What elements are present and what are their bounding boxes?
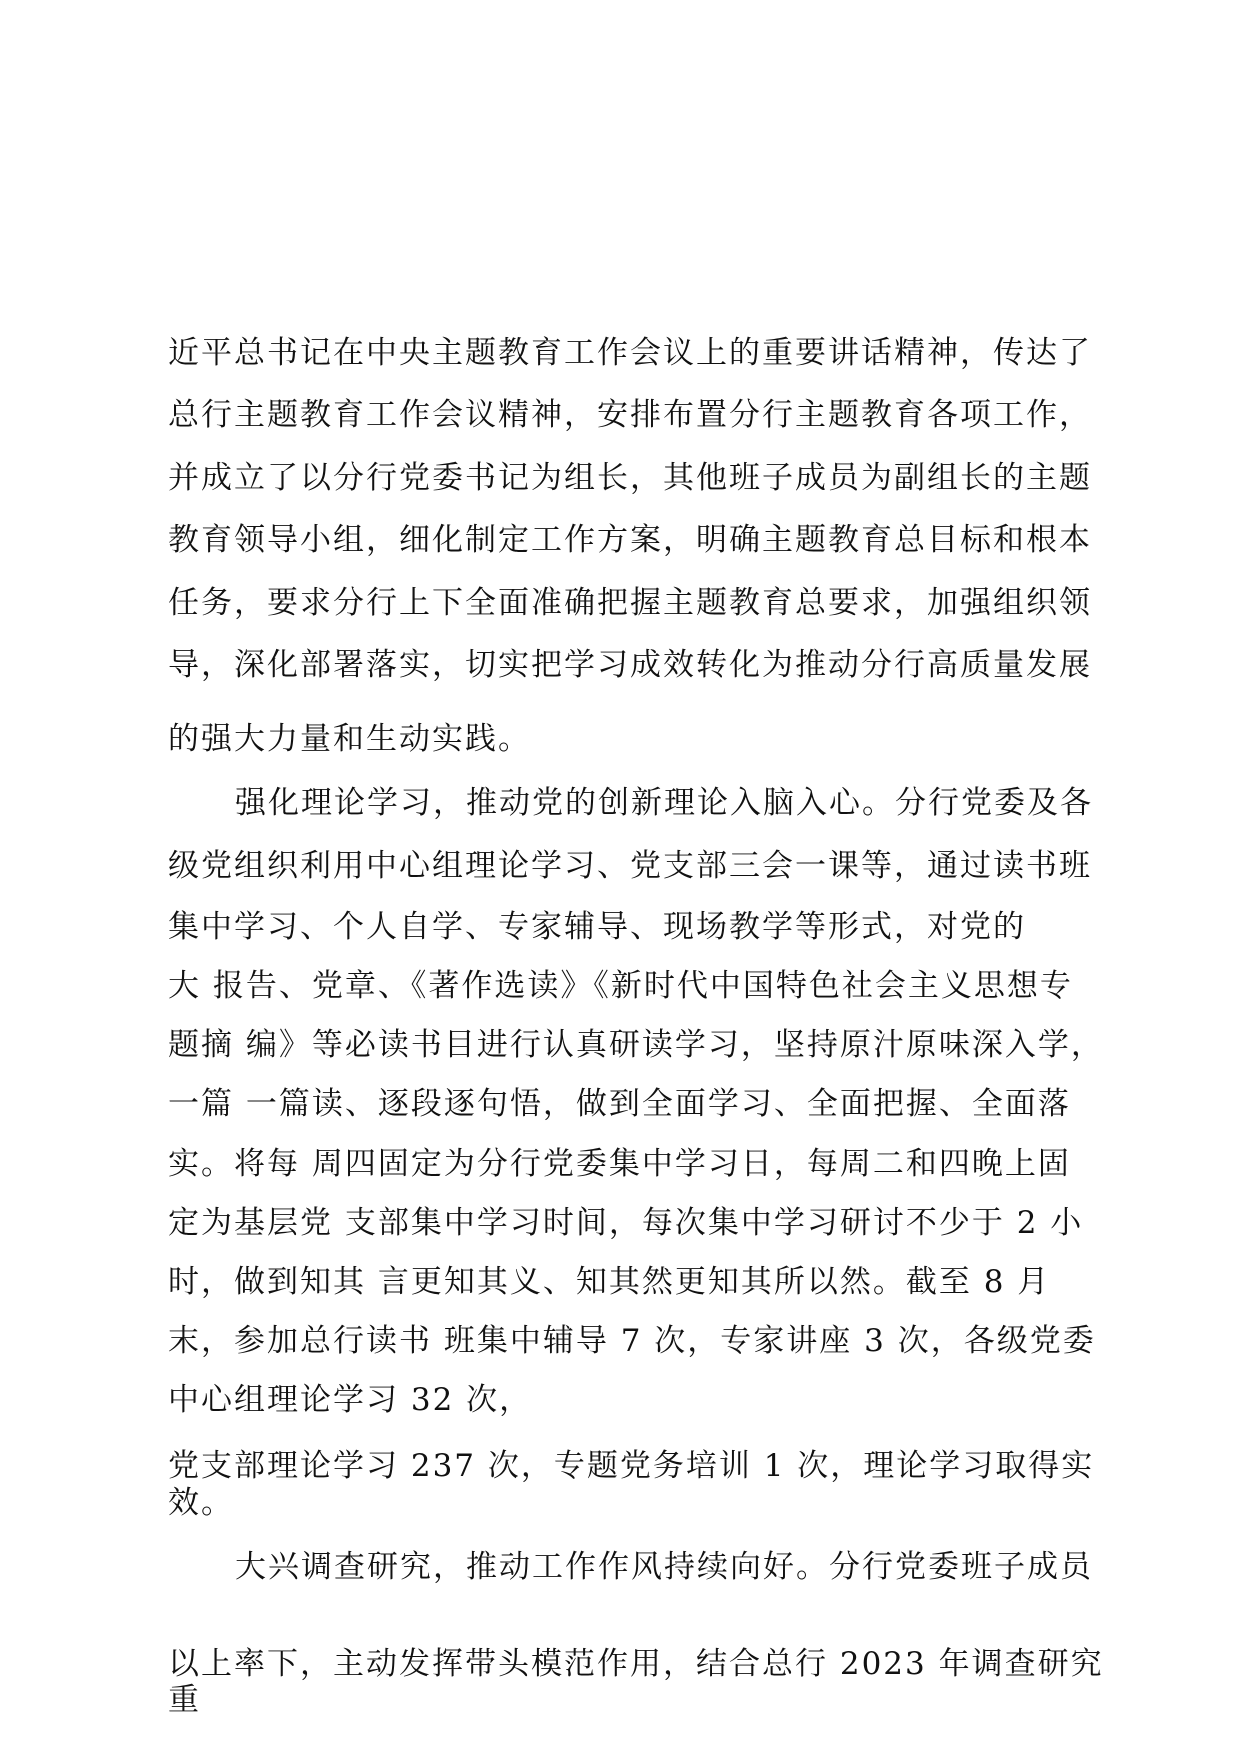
text-line: 以上率下，主动发挥带头模范作用，结合总行 2023 年调查研究 xyxy=(168,1646,1104,1682)
text-line: 大 报告、党章、《著作选读》《新时代中国特色社会主义思想专 xyxy=(168,968,1073,1004)
text-line: 中心组理论学习 32 次， xyxy=(168,1382,533,1418)
text-line: 末，参加总行读书 班集中辅导 7 次，专家讲座 3 次，各级党委 xyxy=(168,1323,1096,1359)
paragraph-heading-line: 大兴调查研究，推动工作作风持续向好。分行党委班子成员 xyxy=(235,1549,1093,1585)
text-line: 定为基层党 支部集中学习时间，每次集中学习研讨不少于 2 小 xyxy=(168,1205,1084,1241)
text-line: 效。 xyxy=(168,1485,234,1521)
text-line: 并成立了以分行党委书记为组长，其他班子成员为副组长的主题 xyxy=(168,460,1092,496)
text-line: 的强大力量和生动实践。 xyxy=(168,721,531,757)
text-line: 任务，要求分行上下全面准确把握主题教育总要求，加强组织领 xyxy=(168,585,1092,621)
text-line: 党支部理论学习 237 次，专题党务培训 1 次，理论学习取得实 xyxy=(168,1448,1095,1484)
text-line: 总行主题教育工作会议精神，安排布置分行主题教育各项工作， xyxy=(168,397,1092,433)
text-line: 级党组织利用中心组理论学习、党支部三会一课等，通过读书班 xyxy=(168,848,1092,884)
paragraph-heading-line: 强化理论学习，推动党的创新理论入脑入心。分行党委及各 xyxy=(235,785,1093,821)
text-line: 近平总书记在中央主题教育工作会议上的重要讲话精神，传达了 xyxy=(168,335,1092,371)
text-line: 时，做到知其 言更知其义、知其然更知其所以然。截至 8 月 xyxy=(168,1264,1051,1300)
text-line: 重 xyxy=(168,1682,201,1718)
text-line: 一篇 一篇读、逐段逐句悟，做到全面学习、全面把握、全面落 xyxy=(168,1086,1071,1122)
text-line: 题摘 编》等必读书目进行认真研读学习，坚持原汁原味深入学， xyxy=(168,1027,1104,1063)
text-line: 教育领导小组，细化制定工作方案，明确主题教育总目标和根本 xyxy=(168,522,1092,558)
text-line: 导，深化部署落实，切实把学习成效转化为推动分行高质量发展 xyxy=(168,647,1092,683)
text-line: 集中学习、个人自学、专家辅导、现场教学等形式，对党的 xyxy=(168,909,1026,945)
text-line: 实。将每 周四固定为分行党委集中学习日，每周二和四晚上固 xyxy=(168,1146,1071,1182)
